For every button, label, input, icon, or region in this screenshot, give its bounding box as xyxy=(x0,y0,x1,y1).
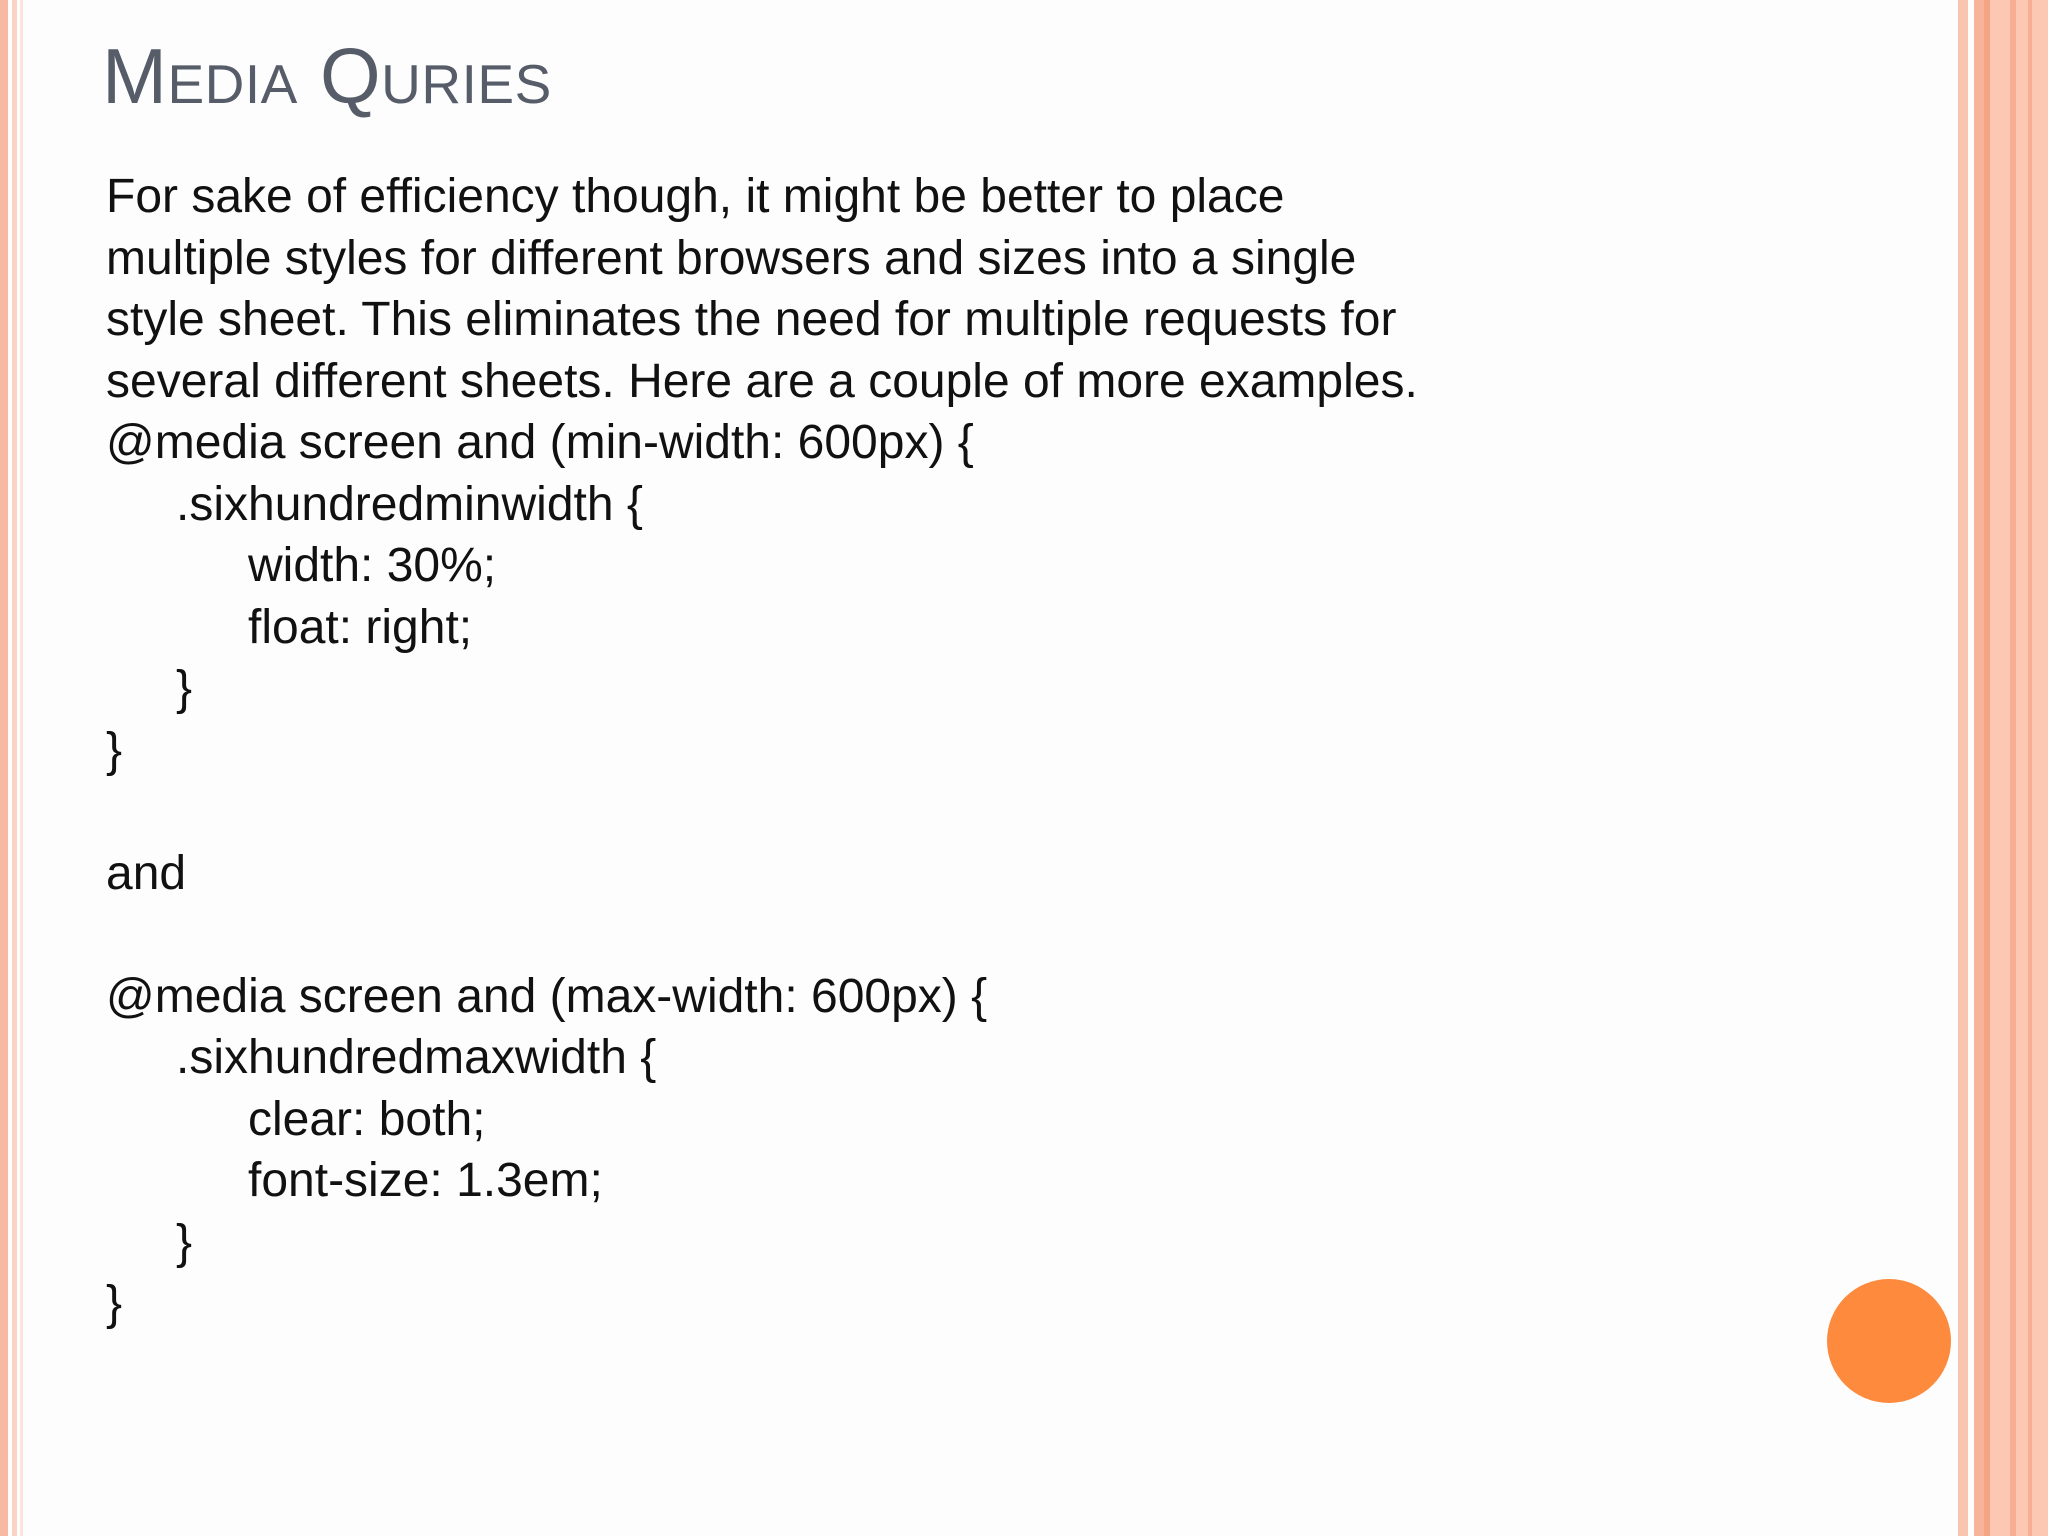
right-border-stripe xyxy=(1974,0,1984,1536)
right-border-stripe xyxy=(2028,0,2032,1536)
right-border-band xyxy=(1990,0,2048,1536)
code-declaration: clear: both; xyxy=(248,1092,486,1146)
right-border-stripe xyxy=(2010,0,2016,1536)
intro-line: style sheet. This eliminates the need for multiple requests for xyxy=(106,293,1397,346)
left-border-stripe xyxy=(12,0,17,1536)
blank-line xyxy=(106,781,1926,843)
code-selector-open: .sixhundredmaxwidth { xyxy=(176,1031,657,1084)
code-selector-close: } xyxy=(176,662,193,715)
blank-line xyxy=(106,904,1926,966)
code-selector-close: } xyxy=(176,1215,193,1269)
code-declaration: width: 30%; xyxy=(248,539,497,592)
code-media-rule-open: @media screen and (min-width: 600px) { xyxy=(106,416,974,469)
left-border-stripe xyxy=(20,0,23,1536)
intro-line: For sake of efficiency though, it might be better to place xyxy=(106,170,1285,223)
code-declaration: float: right; xyxy=(248,600,473,654)
decorative-orange-circle xyxy=(1827,1279,1951,1403)
slide-body xyxy=(106,166,1926,1335)
code-media-rule-close: } xyxy=(106,1277,123,1330)
intro-line: multiple styles for different browsers and sizes into a single xyxy=(106,231,1357,285)
slide-title: Media Quries xyxy=(102,32,552,120)
intro-line: several different sheets. Here are a couple of more examples. xyxy=(106,354,1418,408)
code-media-rule-close: } xyxy=(106,723,123,777)
left-border-stripe xyxy=(0,0,8,1536)
right-border-stripe xyxy=(1958,0,1968,1536)
code-declaration: font-size: 1.3em; xyxy=(248,1154,603,1207)
code-selector-open: .sixhundredminwidth { xyxy=(176,477,643,531)
code-media-rule-open: @media screen and (max-width: 600px) { xyxy=(106,969,988,1023)
connector-text: and xyxy=(106,846,187,900)
